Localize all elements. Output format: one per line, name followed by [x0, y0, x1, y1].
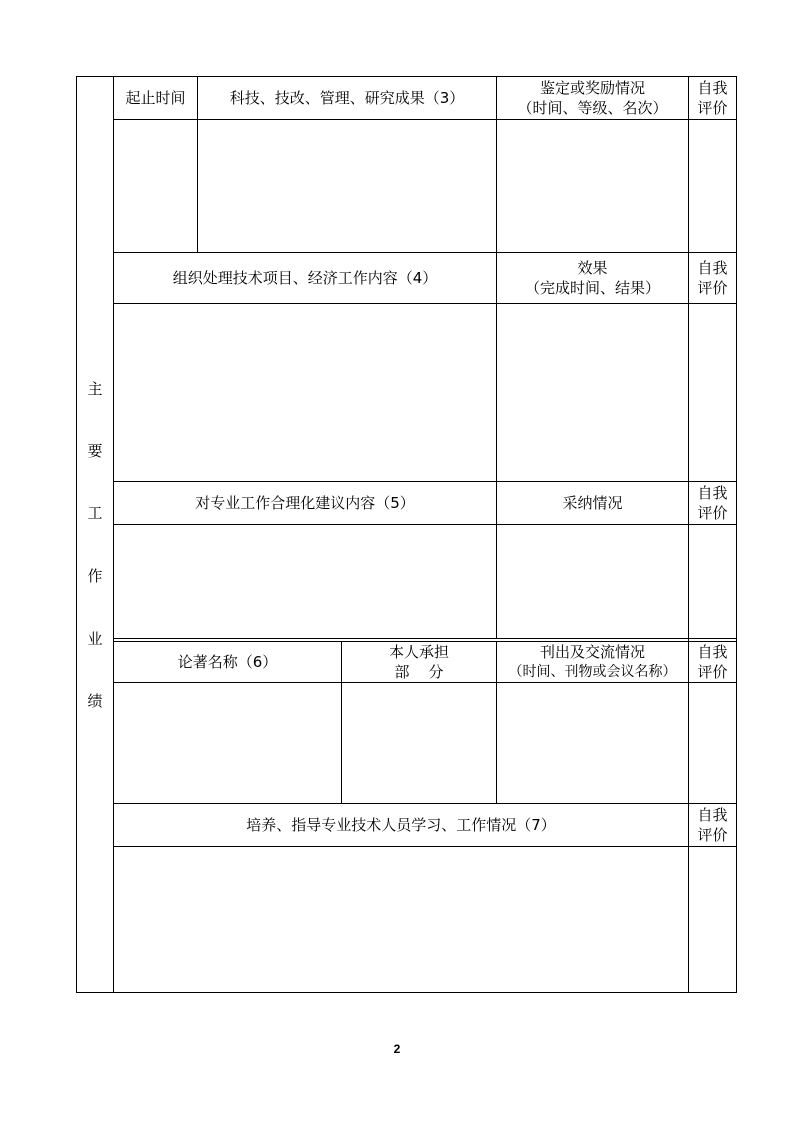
side-label-char: 业 — [87, 630, 103, 648]
s6-pub-label-1: 刊出及交流情况 — [539, 643, 645, 661]
s3-time-label: 起止时间 — [125, 89, 186, 107]
s3-award-label-1: 鉴定或奖励情况 — [539, 79, 645, 97]
self-eval-label-1: 自我 — [697, 79, 728, 97]
side-label-char: 绩 — [87, 692, 103, 710]
table-left-border — [76, 76, 77, 993]
s4-effect-label-1: 效果 — [577, 259, 608, 277]
s5-self-eval-header — [689, 482, 736, 524]
s7-content-header — [114, 804, 688, 846]
s4-content-label: 组织处理技术项目、经济工作内容（4） — [172, 269, 438, 287]
self-eval-label-1: 自我 — [697, 806, 728, 824]
s6-self-eval-header — [689, 642, 736, 682]
self-eval-label-1: 自我 — [697, 484, 728, 502]
self-eval-label-2: 评价 — [697, 504, 728, 522]
self-eval-label-1: 自我 — [697, 643, 728, 661]
s5-content-header — [114, 482, 496, 524]
s6-pub-header — [497, 642, 688, 682]
s5-header-bottom — [113, 524, 737, 525]
s5-adopt-header — [497, 482, 688, 524]
s4-header-bottom — [113, 303, 737, 304]
s6-part-label-1: 本人承担 — [388, 643, 449, 661]
s6-part-header — [342, 642, 496, 682]
side-column-divider — [113, 76, 114, 993]
s6-title-header — [114, 642, 341, 682]
s4-self-eval-header — [689, 253, 736, 303]
side-label-char: 要 — [87, 442, 103, 460]
s3-award-label-2: （时间、等级、名次） — [517, 99, 668, 117]
side-label-char: 作 — [87, 567, 103, 585]
s4-effect-label-2: （完成时间、结果） — [524, 279, 660, 297]
s3-header-bottom — [113, 119, 737, 120]
s7-header-bottom — [113, 846, 737, 847]
s3-award-header — [497, 77, 688, 119]
s3-achievement-label: 科技、技改、管理、研究成果（3） — [229, 89, 465, 107]
s6-pub-label-2: （时间、刊物或会议名称） — [508, 664, 677, 680]
page-number: 2 — [393, 1042, 401, 1056]
self-eval-label-2: 评价 — [697, 99, 728, 117]
table-bottom-border — [76, 992, 737, 993]
s6-title-label: 论著名称（6） — [177, 653, 278, 671]
s3-self-eval-header — [689, 77, 736, 119]
s5-bottom — [113, 638, 737, 639]
s5-adopt-label: 采纳情况 — [562, 494, 623, 512]
self-eval-label-1: 自我 — [697, 259, 728, 277]
s7-self-eval-header — [689, 804, 736, 846]
table-right-border — [736, 76, 737, 993]
s6-header-bottom — [113, 682, 737, 683]
side-label-char: 主 — [87, 380, 103, 398]
s6-part-label-2: 部 分 — [394, 663, 444, 681]
self-eval-label-2: 评价 — [697, 826, 728, 844]
self-eval-divider — [688, 76, 689, 993]
side-label-char: 工 — [87, 504, 103, 522]
s4-effect-header — [497, 253, 688, 303]
self-eval-label-2: 评价 — [697, 663, 728, 681]
s3-achievement-header — [198, 77, 496, 119]
self-eval-label-2: 评价 — [697, 279, 728, 297]
s5-content-label: 对专业工作合理化建议内容（5） — [195, 494, 415, 512]
s3-time-header — [114, 77, 197, 119]
s7-content-label: 培养、指导专业技术人员学习、工作情况（7） — [246, 816, 556, 834]
s4-content-header — [114, 253, 496, 303]
